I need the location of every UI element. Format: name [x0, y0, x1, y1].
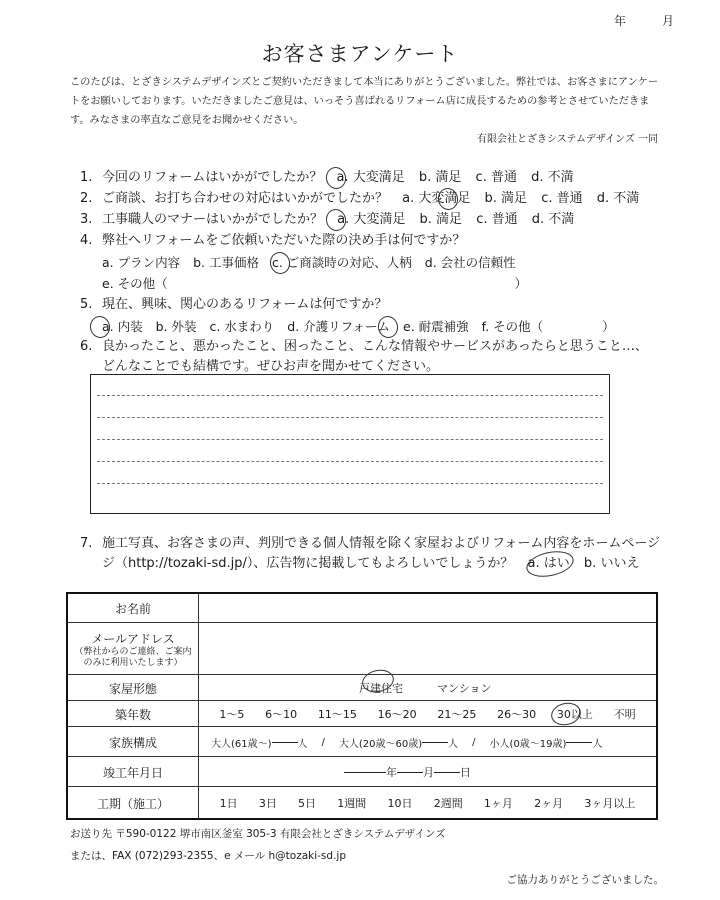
comment-line: [97, 417, 603, 418]
option-a[interactable]: a. 大変満足: [402, 191, 471, 206]
period-option[interactable]: 1ヶ月: [483, 797, 513, 810]
question-4-options-row1: [102, 253, 525, 271]
question-4: [80, 231, 465, 251]
comment-line: [97, 483, 603, 484]
family-unit: 人: [592, 738, 603, 750]
option-a[interactable]: a. 大変満足: [336, 170, 405, 185]
family-label: 家族構成: [68, 727, 199, 757]
name-field[interactable]: [199, 594, 656, 622]
family-separator: /: [472, 736, 476, 748]
question-text: 今回のリフォームはいかがでしたか？: [102, 170, 323, 185]
age-option[interactable]: 11～15: [317, 708, 357, 721]
age-option[interactable]: 1～5: [219, 708, 245, 721]
other-close-paren: ）: [514, 276, 528, 291]
option-b[interactable]: b. 満足: [419, 212, 463, 227]
house-option-mansion[interactable]: マンション: [437, 682, 492, 695]
date-month-label: 月: [661, 14, 676, 28]
date-line: [580, 12, 676, 29]
age-option[interactable]: 16～20: [377, 708, 417, 721]
family-fields: [199, 727, 656, 757]
question-7: [80, 534, 660, 554]
question-5-options: [102, 317, 615, 335]
period-option[interactable]: 2ヶ月: [534, 797, 564, 810]
period-option[interactable]: 3日: [258, 797, 277, 810]
question-number: 6.: [80, 339, 93, 354]
table-row-period: [68, 786, 656, 819]
question-text: 弊社へリフォームをご依頼いただいた際の決め手は何ですか？: [102, 233, 466, 248]
family-adult-label: 大人(20歳～60歳): [338, 738, 423, 750]
question-text: ご商談、お打ち合わせの対応はいかがでしたか？: [102, 191, 389, 206]
age-options: [199, 701, 656, 727]
comment-line: [97, 395, 603, 396]
family-unit: 人: [297, 738, 308, 750]
question-text: 工事職人のマナーはいかがでしたか？: [102, 212, 324, 227]
page-title: お客さまアンケート: [261, 42, 459, 66]
question-text: 施工写真、お客さまの声、判別できる個人情報を除く家屋およびリフォーム内容をホームページ: [102, 536, 661, 551]
email-note: （弊社からのご連絡、ご案内のみに利用いたします）: [74, 646, 192, 668]
email-field[interactable]: [199, 623, 656, 675]
complete-day-blank[interactable]: [434, 772, 460, 773]
age-option[interactable]: 不明: [613, 708, 636, 721]
option-d[interactable]: d. 介護リフォーム: [287, 319, 391, 334]
other-close-paren: ）: [602, 319, 615, 334]
question-number: 4.: [80, 233, 93, 248]
option-c[interactable]: c. 普通: [475, 170, 517, 185]
family-unit: 人: [448, 738, 459, 750]
question-number: 3.: [80, 212, 93, 227]
footer-contact: または、FAX (072)293-2355、e メール h@tozaki-sd.jp: [70, 850, 346, 862]
option-d[interactable]: d. 不満: [531, 212, 575, 227]
comment-line: [97, 439, 603, 440]
period-option[interactable]: 10日: [387, 797, 413, 810]
question-6: [80, 337, 648, 357]
email-label-cell: [68, 623, 199, 675]
option-b[interactable]: b. いいえ: [583, 556, 640, 571]
option-b[interactable]: b. 満足: [484, 191, 528, 206]
option-a[interactable]: a. 内装: [102, 319, 143, 334]
option-a[interactable]: a. はい: [527, 556, 570, 571]
question-5: [80, 295, 387, 315]
option-b[interactable]: b. 工事価格: [193, 255, 259, 270]
period-options: [199, 787, 656, 819]
option-b[interactable]: b. 外装: [155, 319, 197, 334]
option-b[interactable]: b. 満足: [418, 170, 462, 185]
table-row-completion: [68, 756, 656, 787]
option-d[interactable]: d. 不満: [531, 170, 574, 185]
period-option[interactable]: 5日: [298, 797, 317, 810]
period-option[interactable]: 1日: [219, 797, 238, 810]
footer-address: お送り先 〒590-0122 堺市南区釜室 305-3 有限会社とざきシステムデザインズ: [70, 828, 446, 840]
question-number: 1.: [80, 170, 93, 185]
email-label: メールアドレス: [91, 631, 175, 646]
option-c[interactable]: c. 普通: [476, 212, 518, 227]
name-label: お名前: [68, 594, 199, 622]
question-2: [80, 189, 639, 209]
family-child-blank[interactable]: [566, 742, 592, 743]
family-child-label: 小人(0歳～19歳): [489, 738, 567, 750]
question-text: 現在、興味、関心のあるリフォームは何ですか？: [102, 297, 388, 312]
question-text-continued: ジ（http://tozaki-sd.jp/）、広告物に掲載してもよろしいでしょうか？: [102, 556, 514, 571]
table-row-email: [68, 622, 656, 675]
age-option[interactable]: 21～25: [437, 708, 477, 721]
complete-month-blank[interactable]: [397, 772, 423, 773]
table-row-family: [68, 726, 656, 757]
complete-year-blank[interactable]: [344, 772, 386, 773]
question-number: 7.: [80, 536, 93, 551]
question-number: 2.: [80, 191, 93, 206]
table-row-name: [68, 594, 656, 622]
company-signature: 有限会社とざきシステムデザインズ 一同: [477, 134, 658, 145]
age-option[interactable]: 30以上: [556, 708, 593, 721]
question-number: 5.: [80, 297, 93, 312]
period-label: 工期（施工）: [68, 787, 199, 819]
question-6-line2: どんなことでも結構です。ぜひお声を聞かせてください。: [102, 359, 439, 374]
intro-text: このたびは、とざきシステムデザインズとご契約いただきまして本当にありがとうございました。弊社では、お客さまにアンケートをお願いしております。いただきましたご意見は、いっそう喜ばれるリフォーム店に成長するための参考とさせていただきます。みなさまの率直なご意見をお聞かせください。: [70, 77, 659, 126]
complete-fields: [199, 757, 656, 787]
comment-line: [97, 461, 603, 462]
option-e[interactable]: e. その他（: [102, 276, 168, 291]
option-a[interactable]: a. 大変満足: [337, 212, 406, 227]
option-c[interactable]: c. 普通: [541, 191, 583, 206]
complete-year-label: 年: [386, 766, 397, 779]
option-f[interactable]: f. その他（: [481, 319, 544, 334]
option-c[interactable]: c. 水まわり: [209, 319, 275, 334]
question-text: 良かったこと、悪かったこと、困ったこと、こんな情報やサービスがあったらと思うこと…、: [102, 339, 648, 354]
period-option[interactable]: 1週間: [337, 797, 367, 810]
complete-month-label: 月: [423, 766, 434, 779]
complete-label: 竣工年月日: [68, 757, 199, 787]
period-option[interactable]: 3ヶ月以上: [584, 797, 636, 810]
thanks-text: ご協力ありがとうございました。: [506, 874, 664, 886]
family-separator: /: [321, 736, 325, 748]
house-option-detached[interactable]: 戸建住宅: [359, 682, 403, 695]
family-senior-label: 大人(61歳～): [211, 738, 272, 750]
age-option[interactable]: 6～10: [265, 708, 298, 721]
family-adult-blank[interactable]: [422, 742, 448, 743]
complete-day-label: 日: [460, 766, 471, 779]
date-year-label: 年: [613, 14, 628, 28]
comment-box[interactable]: [90, 374, 610, 514]
house-options: [199, 675, 656, 701]
option-e[interactable]: e. 耐震補強: [403, 319, 469, 334]
option-c[interactable]: c. ご商談時の対応、人柄: [271, 255, 412, 270]
age-label: 築年数: [68, 701, 199, 727]
option-a[interactable]: a. プラン内容: [102, 255, 181, 270]
age-option[interactable]: 26～30: [497, 708, 537, 721]
option-d[interactable]: d. 不満: [596, 191, 640, 206]
question-4-options-row2: [102, 274, 527, 292]
option-d[interactable]: d. 会社の信頼性: [424, 255, 516, 270]
period-option[interactable]: 2週間: [433, 797, 463, 810]
house-label: 家屋形態: [68, 675, 199, 701]
family-senior-blank[interactable]: [272, 742, 298, 743]
